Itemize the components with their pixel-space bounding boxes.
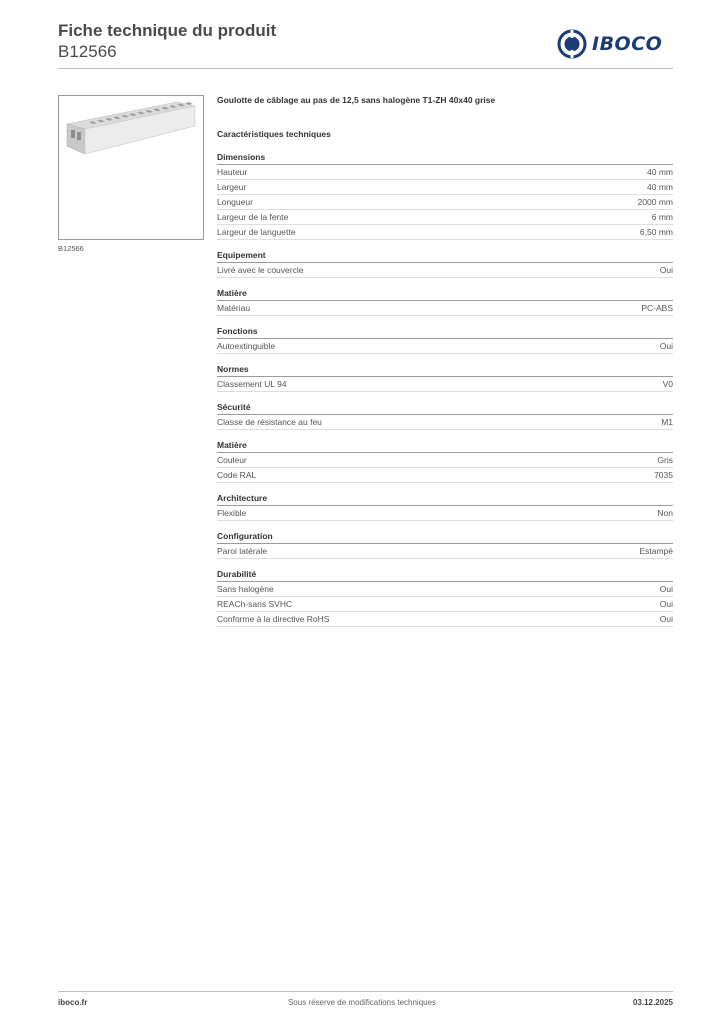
spec-section (217, 286, 673, 316)
spec-row (217, 210, 673, 225)
spec-section-title: Sécurité (217, 400, 673, 415)
spec-value: 6,50 mm (639, 227, 673, 237)
spec-section (217, 362, 673, 392)
spec-label: Longueur (217, 197, 253, 207)
spec-value: Estampé (639, 546, 673, 556)
spec-label: Largeur de la fente (217, 212, 289, 222)
spec-row (217, 582, 673, 597)
spec-row (217, 377, 673, 392)
product-image (58, 95, 204, 240)
spec-row (217, 612, 673, 627)
footer-divider (58, 991, 673, 992)
spec-section (217, 438, 673, 483)
spec-label: Flexible (217, 508, 247, 518)
spec-label: Livré avec le couvercle (217, 265, 304, 275)
spec-row (217, 301, 673, 316)
logo-wordmark: IBOCO (592, 33, 663, 55)
footer-website: iboco.fr (58, 998, 88, 1007)
spec-section-title: Durabilité (217, 567, 673, 582)
spec-value: Oui (659, 599, 673, 609)
spec-row (217, 180, 673, 195)
iboco-logo-icon (557, 29, 587, 59)
spec-row (217, 165, 673, 180)
spec-row (217, 339, 673, 354)
spec-value: PC-ABS (641, 303, 673, 313)
spec-row (217, 468, 673, 483)
spec-section-title: Matière (217, 438, 673, 453)
spec-label: REACh-sans SVHC (217, 599, 293, 609)
spec-label: Largeur de languette (217, 227, 296, 237)
spec-value: 40 mm (647, 182, 673, 192)
image-caption: B12566 (58, 244, 84, 253)
spec-label: Conforme à la directive RoHS (217, 614, 330, 624)
spec-value: Non (657, 508, 673, 518)
spec-row (217, 195, 673, 210)
spec-value: Oui (659, 341, 673, 351)
spec-section-title: Architecture (217, 491, 673, 506)
spec-label: Autoextinguible (217, 341, 276, 351)
spec-label: Largeur (217, 182, 247, 192)
spec-value: 2000 mm (637, 197, 673, 207)
spec-section-title: Matière (217, 286, 673, 301)
spec-value: 6 mm (651, 212, 673, 222)
spec-value: Gris (657, 455, 673, 465)
spec-label: Paroi latérale (217, 546, 268, 556)
specifications-heading: Caractéristiques techniques (217, 129, 331, 139)
spec-label: Classement UL 94 (217, 379, 287, 389)
spec-label: Hauteur (217, 167, 248, 177)
spec-section (217, 150, 673, 240)
spec-value: V0 (662, 379, 673, 389)
spec-label: Matériau (217, 303, 251, 313)
spec-value: M1 (661, 417, 673, 427)
spec-label: Couleur (217, 455, 247, 465)
spec-row (217, 225, 673, 240)
spec-section-title: Normes (217, 362, 673, 377)
spec-row (217, 597, 673, 612)
product-reference: B12566 (58, 42, 117, 61)
spec-section (217, 491, 673, 521)
spec-value: Oui (659, 584, 673, 594)
specifications-list (217, 150, 673, 627)
spec-label: Code RAL (217, 470, 257, 480)
spec-row (217, 544, 673, 559)
spec-value: Oui (659, 614, 673, 624)
spec-row (217, 506, 673, 521)
header-divider (58, 68, 673, 69)
spec-section (217, 324, 673, 354)
spec-label: Sans halogène (217, 584, 274, 594)
spec-section (217, 529, 673, 559)
spec-section-title: Configuration (217, 529, 673, 544)
product-title: Goulotte de câblage au pas de 12,5 sans halogène T1-ZH 40x40 grise (217, 95, 496, 105)
spec-section-title: Equipement (217, 248, 673, 263)
spec-section (217, 400, 673, 430)
spec-value: 40 mm (647, 167, 673, 177)
spec-value: Oui (659, 265, 673, 275)
page-header (58, 20, 276, 62)
page-title: Fiche technique du produit (58, 21, 277, 40)
footer-disclaimer: Sous réserve de modifications techniques (287, 998, 437, 1007)
spec-row (217, 453, 673, 468)
spec-section (217, 567, 673, 627)
spec-section-title: Dimensions (217, 150, 673, 165)
cable-duct-image (59, 96, 203, 239)
spec-row (217, 415, 673, 430)
iboco-logo (557, 29, 673, 59)
product-details (217, 93, 673, 635)
spec-value: 7035 (654, 470, 673, 480)
spec-row (217, 263, 673, 278)
spec-label: Classe de résistance au feu (217, 417, 322, 427)
footer-date: 03.12.2025 (632, 998, 673, 1007)
spec-section-title: Fonctions (217, 324, 673, 339)
spec-section (217, 248, 673, 278)
